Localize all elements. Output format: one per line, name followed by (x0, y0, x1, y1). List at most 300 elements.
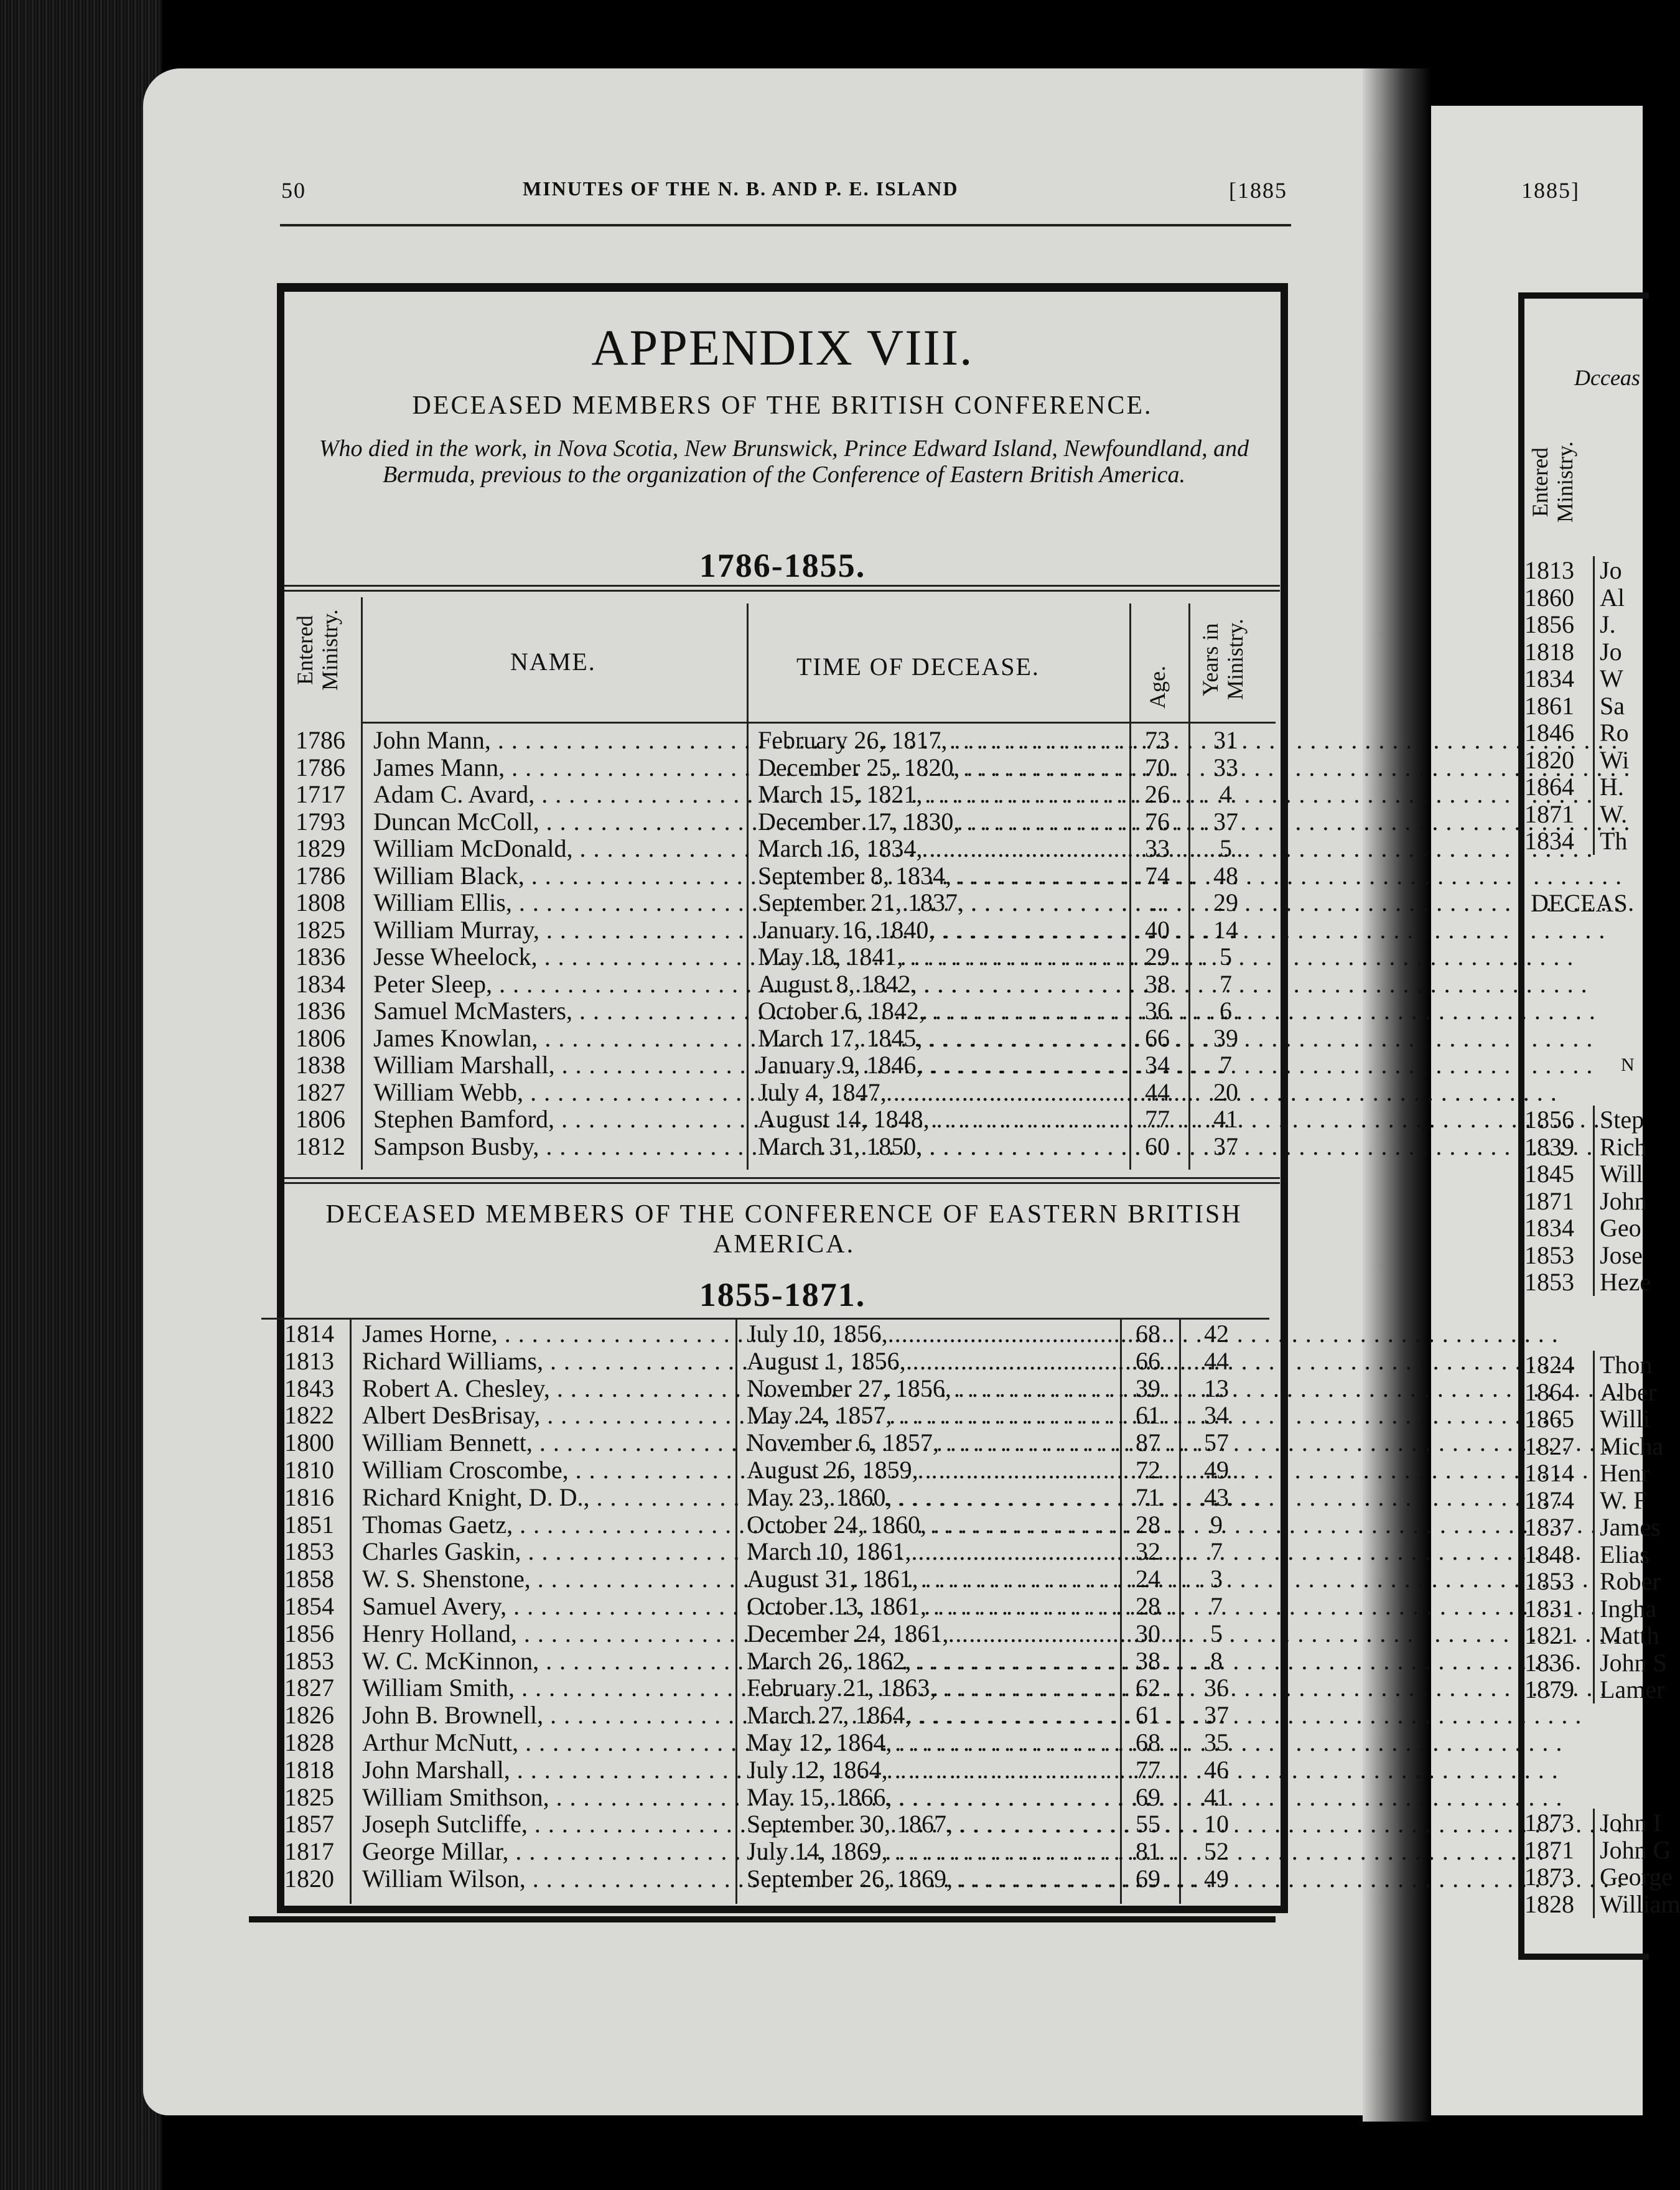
deceased-name: Charles Gaskin, . . . (362, 1538, 711, 1565)
entered-year: 1856 (284, 1619, 334, 1647)
time-of-decease: December 25, 1820, . . . (758, 754, 1131, 781)
page-year-right: 1885] (1521, 178, 1580, 203)
deceased-name: W. S. Shenstone, . . . (362, 1565, 711, 1593)
right-row-year: 1853 (1524, 1567, 1574, 1595)
deceased-name: John Marshall, . . . (362, 1756, 711, 1784)
right-row (1524, 773, 1624, 801)
deceased-name: James Mann, . . . (373, 754, 722, 781)
right-row (1524, 1514, 1661, 1541)
years-in-ministry: 7 (1210, 1592, 1223, 1620)
entered-year: 1858 (284, 1565, 334, 1593)
right-row-year: 1873 (1524, 1809, 1574, 1837)
right-row-text: Willi (1593, 1405, 1650, 1433)
age: 77 (1136, 1755, 1160, 1784)
right-row (1524, 1541, 1650, 1568)
age: 77 (1145, 1105, 1170, 1133)
table-row (0, 916, 1643, 944)
right-row-year: 1828 (1524, 1889, 1574, 1918)
deceased-name: William Smith, . . . (362, 1674, 711, 1702)
years-in-ministry: 5 (1210, 1619, 1223, 1647)
right-row-year: 1853 (1524, 1241, 1574, 1269)
right-row-year: 1820 (1524, 745, 1574, 774)
right-row-year: 1879 (1524, 1675, 1574, 1703)
right-row-text: Ingha (1593, 1595, 1656, 1623)
years-in-ministry: 37 (1213, 807, 1238, 836)
right-heading-3: N (1621, 1055, 1635, 1075)
entered-year: 1812 (296, 1132, 345, 1160)
right-row (1524, 665, 1623, 692)
entered-year: 1834 (296, 969, 345, 998)
table-row (0, 1674, 1643, 1702)
years-in-ministry: 34 (1204, 1401, 1229, 1430)
age: 69 (1136, 1865, 1160, 1893)
entered-year: 1843 (284, 1374, 334, 1402)
years-in-ministry: 41 (1213, 1105, 1238, 1133)
right-row-year: 1814 (1524, 1459, 1574, 1487)
years-in-ministry: 42 (1204, 1320, 1229, 1348)
time-of-decease: May 15, 1866, . . . (747, 1784, 1120, 1811)
deceased-name: Jesse Wheelock, . . . (373, 943, 722, 971)
age: 87 (1136, 1428, 1160, 1457)
time-of-decease: July 14, 1869, . . . (747, 1838, 1120, 1865)
right-row (1524, 1242, 1643, 1269)
right-row (1524, 638, 1622, 666)
time-of-decease: December 17, 1830, . . . (758, 808, 1131, 836)
page-year-left: [1885 (1229, 178, 1287, 203)
time-of-decease: September 30, 1867, . . . (747, 1810, 1120, 1838)
period-heading-1: 1786-1855. (699, 547, 866, 584)
age: 68 (1136, 1728, 1160, 1756)
deceased-name: James Horne, . . . (362, 1320, 711, 1348)
age: 70 (1145, 753, 1170, 781)
right-row (1524, 1891, 1680, 1918)
time-of-decease: July 10, 1856, . . . (747, 1320, 1120, 1348)
right-row-year: 1861 (1524, 691, 1574, 720)
entered-year: 1827 (284, 1674, 334, 1702)
right-row-year: 1856 (1524, 610, 1574, 638)
deceased-name: William Ellis, . . . (373, 889, 722, 916)
time-of-decease: December 24, 1861, . . . (747, 1620, 1120, 1647)
age: 26 (1145, 780, 1170, 808)
time-of-decease: May 18, 1841, . . . (758, 943, 1131, 971)
right-row (1524, 611, 1616, 638)
entered-year: 1854 (284, 1592, 334, 1620)
deceased-name: George Millar, . . . (362, 1838, 711, 1865)
entered-year: 1851 (284, 1510, 334, 1539)
deceased-name: W. C. McKinnon, . . . (362, 1647, 711, 1675)
time-of-decease: March 17, 1845, . . . (758, 1025, 1131, 1052)
table1-header-rule (361, 722, 1276, 724)
table-row (0, 1810, 1643, 1838)
years-in-ministry: 35 (1204, 1728, 1229, 1756)
table-row (0, 943, 1643, 971)
table-row (0, 971, 1643, 998)
entered-year: 1817 (284, 1837, 334, 1866)
time-of-decease: August 1, 1856, . . . (747, 1348, 1120, 1375)
right-row-text: George (1593, 1863, 1673, 1891)
entered-year: 1838 (296, 1051, 345, 1079)
age: 36 (1145, 997, 1170, 1025)
right-row (1524, 1351, 1652, 1379)
right-row-year: 1839 (1524, 1132, 1574, 1161)
right-row-year: 1821 (1524, 1621, 1574, 1649)
right-fragment-heading: Dcceas (1574, 365, 1640, 390)
right-row-year: 1864 (1524, 1377, 1574, 1406)
section-rule (284, 1177, 1280, 1179)
right-row-year: 1831 (1524, 1594, 1574, 1623)
entered-year: 1806 (296, 1023, 345, 1052)
entered-year: 1786 (296, 753, 345, 781)
right-row-year: 1845 (1524, 1160, 1574, 1188)
deceased-name: John B. Brownell, . . . (362, 1702, 711, 1729)
deceased-name: Duncan McColl, . . . (373, 808, 722, 836)
right-row-text: Rich (1593, 1133, 1647, 1161)
entered-year: 1822 (284, 1401, 334, 1430)
entered-year: 1836 (296, 997, 345, 1025)
right-row-year: 1871 (1524, 1186, 1574, 1215)
deceased-name: Peter Sleep, . . . (373, 971, 722, 998)
age: 29 (1145, 943, 1170, 971)
years-in-ministry: 29 (1213, 888, 1238, 916)
deceased-name: Richard Williams, . . . (362, 1348, 711, 1375)
entered-year: 1813 (284, 1346, 334, 1375)
right-row (1524, 1863, 1673, 1891)
age: 61 (1136, 1701, 1160, 1730)
right-row (1524, 1568, 1661, 1595)
entered-year: 1818 (284, 1755, 334, 1784)
time-of-decease: March 27, 1864, . . . (747, 1702, 1120, 1729)
time-of-decease: March 10, 1861, . . . (747, 1538, 1120, 1565)
right-row-text: John I (1593, 1809, 1661, 1837)
age: 73 (1145, 726, 1170, 754)
table-row (0, 1456, 1643, 1484)
entered-year: 1828 (284, 1728, 334, 1756)
time-of-decease: August 14, 1848, . . . (758, 1106, 1131, 1133)
running-title: MINUTES OF THE N. B. AND P. E. ISLAND (523, 177, 959, 200)
appendix-description: Who died in the work, in Nova Scotia, New Brunswick, Prince Edward Island, Newfoundland, and Bermuda, previous to the organization of the Conference of Eastern British America. (319, 436, 1249, 488)
age: .. (1151, 888, 1164, 916)
right-row-text: Henr (1593, 1459, 1650, 1487)
right-row-year: 1860 (1524, 583, 1574, 612)
years-in-ministry: 37 (1204, 1701, 1229, 1730)
deceased-name: Arthur McNutt, . . . (362, 1729, 711, 1756)
table-row (0, 1538, 1643, 1565)
entered-year: 1853 (284, 1537, 334, 1566)
right-row-text: Rober (1593, 1567, 1661, 1595)
entered-year: 1820 (284, 1865, 334, 1893)
right-row-text: Micha (1593, 1432, 1663, 1460)
right-row (1524, 1106, 1644, 1134)
right-row-text: Thon (1593, 1351, 1652, 1379)
age: 28 (1136, 1510, 1160, 1539)
right-row (1524, 692, 1625, 720)
entered-year: 1800 (284, 1428, 334, 1457)
entered-year: 1857 (284, 1810, 334, 1838)
table-row (0, 1484, 1643, 1511)
entered-year: 1825 (284, 1782, 334, 1811)
right-row-text: Heze (1593, 1268, 1651, 1296)
right-row-text: John (1593, 1187, 1647, 1215)
years-in-ministry: 9 (1210, 1510, 1223, 1539)
deceased-name: Stephen Bamford, . . . (373, 1106, 722, 1133)
right-row-text: Elias (1593, 1540, 1650, 1568)
years-in-ministry: 7 (1210, 1537, 1223, 1566)
right-row (1524, 1188, 1647, 1215)
right-row-year: 1874 (1524, 1486, 1574, 1514)
table-row (0, 1375, 1643, 1402)
right-row-text: Will (1593, 1160, 1643, 1188)
right-row (1524, 1622, 1659, 1649)
right-row (1524, 1595, 1656, 1623)
right-row-text: Al (1593, 584, 1625, 612)
table-row (0, 727, 1643, 754)
right-row (1524, 719, 1629, 747)
time-of-decease: March 15, 1821, . . . (758, 781, 1131, 808)
right-row (1524, 1487, 1647, 1514)
entered-year: 1717 (296, 780, 345, 808)
right-row (1524, 1809, 1661, 1837)
years-in-ministry: 6 (1220, 997, 1232, 1025)
entered-year: 1825 (296, 915, 345, 944)
right-row-text: John S (1593, 1649, 1667, 1677)
years-in-ministry: 39 (1213, 1023, 1238, 1052)
table-row (0, 1565, 1643, 1593)
years-in-ministry: 5 (1220, 943, 1232, 971)
entered-year: 1816 (284, 1483, 334, 1511)
table-row (0, 1320, 1643, 1348)
age: 72 (1136, 1456, 1160, 1484)
entered-year: 1808 (296, 888, 345, 916)
years-in-ministry: 57 (1204, 1428, 1229, 1457)
right-row-text: H. (1593, 773, 1624, 801)
right-row-text: Th (1593, 827, 1627, 855)
time-of-decease: May 23, 1860, . . . (747, 1484, 1120, 1511)
right-row-year: 1834 (1524, 664, 1574, 692)
right-row (1524, 801, 1627, 828)
deceased-name: William Marshall, . . . (373, 1051, 722, 1079)
age: 55 (1136, 1810, 1160, 1838)
entered-year: 1826 (284, 1701, 334, 1730)
entered-year: 1786 (296, 726, 345, 754)
right-row-year: 1824 (1524, 1351, 1574, 1379)
right-row-year: 1813 (1524, 556, 1574, 584)
right-row-year: 1834 (1524, 1214, 1574, 1242)
right-row-text: Wi (1593, 746, 1629, 774)
time-of-decease: September 26, 1869, . . . (747, 1865, 1120, 1893)
entered-year: 1836 (296, 943, 345, 971)
age: 60 (1145, 1132, 1170, 1160)
table-row (0, 1835, 1643, 1866)
time-of-decease: January 9, 1846, . . . (758, 1051, 1131, 1079)
table1-top-rule (284, 585, 1280, 587)
age: 71 (1136, 1483, 1160, 1511)
table-row (0, 1429, 1643, 1456)
table-row (0, 889, 1643, 916)
entered-year: 1810 (284, 1456, 334, 1484)
deceased-name: William Croscombe, . . . (362, 1456, 711, 1484)
deceased-name: Albert DesBrisay, . . . (362, 1402, 711, 1429)
deceased-name: William Black, . . . (373, 862, 722, 890)
right-row-text: Alber (1593, 1378, 1656, 1406)
table-row (0, 1348, 1643, 1375)
right-row (1524, 1837, 1671, 1864)
time-of-decease: May 12, 1864, . . . (747, 1729, 1120, 1756)
right-row-text: Step (1593, 1106, 1644, 1134)
years-in-ministry: 31 (1213, 726, 1238, 754)
right-row (1524, 557, 1622, 584)
table-row (0, 997, 1643, 1025)
section-rule-2 (284, 1182, 1280, 1184)
time-of-decease: September 21, 1837, . . . (758, 889, 1131, 916)
table-row (0, 1025, 1643, 1052)
years-in-ministry: 7 (1220, 1051, 1232, 1079)
age: 61 (1136, 1401, 1160, 1430)
right-col-entered: Entered Ministry. (1528, 441, 1577, 523)
right-row-text: J. (1593, 610, 1616, 638)
years-in-ministry: 14 (1213, 915, 1238, 944)
table-row (0, 835, 1643, 862)
table-row (0, 1647, 1643, 1675)
right-row-year: 1871 (1524, 1835, 1574, 1864)
right-row (1524, 1405, 1650, 1433)
time-of-decease: August 31, 1861, . . . (747, 1565, 1120, 1593)
table-row (0, 1402, 1643, 1429)
col-age: Age. (1145, 666, 1170, 709)
table-row (0, 1079, 1643, 1106)
right-row-text: John G (1593, 1836, 1671, 1864)
right-row-year: 1834 (1524, 827, 1574, 855)
right-row-text: Sa (1593, 692, 1625, 720)
right-row (1524, 1460, 1650, 1487)
table-row (0, 781, 1643, 808)
appendix-title: APPENDIX VIII. (591, 319, 974, 376)
right-row-year: 1848 (1524, 1540, 1574, 1568)
right-row (1524, 1160, 1643, 1188)
deceased-name: Adam C. Avard, . . . (373, 781, 722, 808)
entered-year: 1827 (296, 1078, 345, 1106)
time-of-decease: November 6, 1857, . . . (747, 1429, 1120, 1456)
deceased-name: Henry Holland, . . . (362, 1620, 711, 1647)
right-row-year: 1864 (1524, 773, 1574, 801)
right-row-text: W. F (1593, 1486, 1647, 1514)
years-in-ministry: 37 (1213, 1132, 1238, 1160)
age: 69 (1136, 1782, 1160, 1811)
years-in-ministry: 33 (1213, 753, 1238, 781)
age: 44 (1145, 1078, 1170, 1106)
right-row (1524, 1134, 1647, 1161)
header-rule (280, 224, 1291, 226)
right-row (1524, 1649, 1667, 1677)
deceased-name: William Murray, . . . (373, 916, 722, 944)
age: 68 (1136, 1320, 1160, 1348)
table1-top-rule-2 (284, 590, 1280, 592)
table-row (0, 1593, 1643, 1620)
deceased-name: Samuel McMasters, . . . (373, 997, 722, 1025)
years-in-ministry: 49 (1204, 1456, 1229, 1484)
deceased-name: Richard Knight, D. D., . . . (362, 1484, 711, 1511)
time-of-decease: August 26, 1859, . . . (747, 1456, 1120, 1484)
entered-year: 1829 (296, 834, 345, 862)
right-row (1524, 1433, 1663, 1460)
right-row-year: 1871 (1524, 799, 1574, 828)
deceased-name: William Bennett, . . . (362, 1429, 711, 1456)
table2-bottom-rule (249, 1916, 1276, 1922)
right-row-text: W (1593, 664, 1623, 692)
right-row-year: 1827 (1524, 1432, 1574, 1460)
time-of-decease: November 27, 1856, . . . (747, 1375, 1120, 1402)
right-row-year: 1837 (1524, 1513, 1574, 1541)
right-row-text: Jose (1593, 1241, 1643, 1269)
col-years-in-ministry: Years in Ministry. (1198, 618, 1248, 701)
time-of-decease: August 8, 1842, . . . (758, 971, 1131, 998)
section2-title: DECEASED MEMBERS OF THE CONFERENCE OF EASTERN BRITISH AMERICA. (325, 1200, 1243, 1259)
age: 30 (1136, 1619, 1160, 1647)
deceased-name: Thomas Gaetz, . . . (362, 1511, 711, 1539)
time-of-decease: February 26, 1817, . . . (758, 727, 1131, 754)
time-of-decease: February 21, 1863, . . . (747, 1674, 1120, 1702)
years-in-ministry: 44 (1204, 1346, 1229, 1375)
age: 66 (1145, 1023, 1170, 1052)
time-of-decease: October 24, 1860, . . . (747, 1511, 1120, 1539)
time-of-decease: March 31, 1850, . . . (758, 1133, 1131, 1160)
age: 39 (1136, 1374, 1160, 1402)
right-row-text: Matth (1593, 1621, 1659, 1649)
right-row-year: 1853 (1524, 1268, 1574, 1296)
entered-year: 1814 (284, 1320, 334, 1348)
right-row-text: Lamer (1593, 1675, 1664, 1703)
table-row (0, 1729, 1643, 1756)
years-in-ministry: 49 (1204, 1865, 1229, 1893)
right-row-text: Geo (1593, 1214, 1641, 1242)
table-row (0, 1620, 1643, 1647)
years-in-ministry: 5 (1220, 834, 1232, 862)
age: 62 (1136, 1674, 1160, 1702)
right-row-year: 1856 (1524, 1106, 1574, 1134)
table-row (0, 1865, 1643, 1893)
right-row-text: William (1593, 1890, 1680, 1918)
age: 32 (1136, 1537, 1160, 1566)
age: 74 (1145, 861, 1170, 890)
right-row (1524, 747, 1629, 774)
right-row-year: 1873 (1524, 1863, 1574, 1891)
time-of-decease: January 16, 1840, . . . (758, 916, 1131, 944)
years-in-ministry: 8 (1210, 1646, 1223, 1675)
age: 34 (1145, 1051, 1170, 1079)
age: 28 (1136, 1592, 1160, 1620)
right-row (1524, 827, 1627, 855)
years-in-ministry: 7 (1220, 969, 1232, 998)
time-of-decease: March 16, 1834, . . . (758, 835, 1131, 862)
age: 38 (1136, 1646, 1160, 1675)
time-of-decease: October 6, 1842, . . . (758, 997, 1131, 1025)
time-of-decease: September 8, 1834, . . . (758, 862, 1131, 890)
right-row (1524, 1214, 1641, 1242)
entered-year: 1793 (296, 807, 345, 836)
deceased-name: James Knowlan, . . . (373, 1025, 722, 1052)
right-row (1524, 1269, 1651, 1296)
table-row (0, 1756, 1643, 1784)
deceased-name: William Webb, . . . (373, 1079, 722, 1106)
years-in-ministry: 36 (1204, 1674, 1229, 1702)
col-name: NAME. (510, 648, 596, 676)
years-in-ministry: 20 (1213, 1078, 1238, 1106)
table-row (0, 1784, 1643, 1811)
right-row-text: Ro (1593, 719, 1629, 747)
entered-year: 1786 (296, 861, 345, 890)
table-row (0, 1133, 1643, 1160)
table-row (0, 1702, 1643, 1729)
time-of-decease: July 4, 1847, . . . (758, 1079, 1131, 1106)
